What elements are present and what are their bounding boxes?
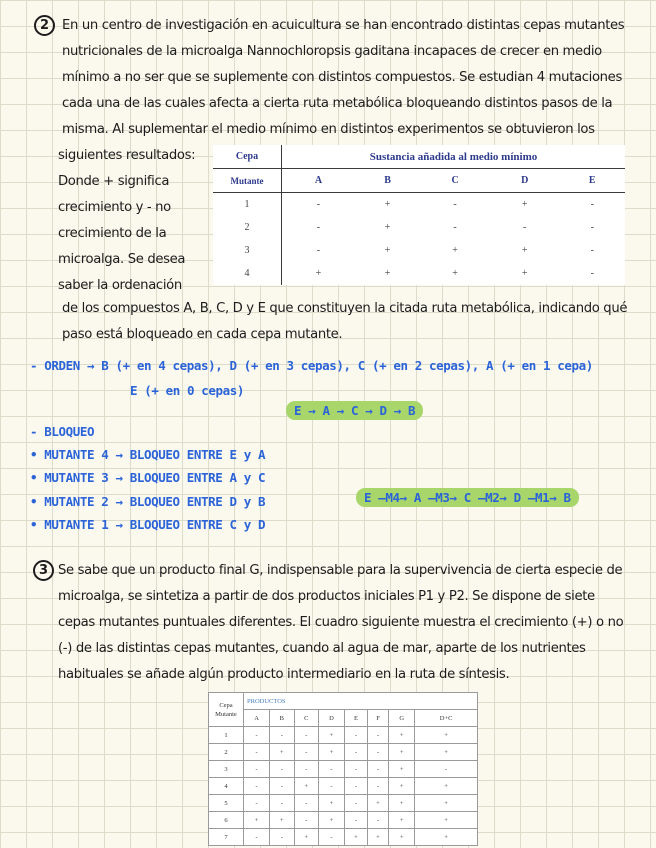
note-mutant-3: • MUTANTE 3 → BLOQUEO ENTRE A y C [30, 470, 266, 485]
q2-line-5: misma. Al suplementar el medio mínimo en distintos experimentos se obtuvieron los [62, 122, 595, 137]
q2-table-cepa-header: Cepa [213, 145, 282, 169]
q3-table-col-header: F [367, 710, 388, 727]
table-cell: - [318, 829, 344, 846]
table-cell: - [270, 795, 294, 812]
table-cell: + [452, 245, 458, 256]
table-cell: + [415, 795, 478, 812]
q2-table-col-header: A [314, 175, 323, 186]
note-mutant-2: • MUTANTE 2 → BLOQUEO ENTRE D y B [30, 494, 266, 509]
q3-table-col-header: A [244, 710, 270, 727]
q3-table-cepa-label: Cepa [219, 701, 233, 709]
table-cell: + [318, 812, 344, 829]
q2-left-line-4: crecimiento de la [58, 226, 167, 241]
table-cell: - [294, 795, 318, 812]
q3-line-2: microalga, se sintetiza a partir de dos productos iniciales P1 y P2. Se dispone de siete [58, 589, 595, 604]
table-cell: + [345, 829, 368, 846]
note-bloqueo-heading: - BLOQUEO [30, 424, 95, 439]
table-cell: 3 [209, 761, 244, 778]
table-row [209, 795, 478, 812]
question-number-2: 2 [34, 15, 55, 36]
q3-table-col-header: G [389, 710, 415, 727]
q3-table-col-header: E [345, 710, 368, 727]
table-cell: - [590, 222, 594, 233]
table-cell: - [294, 727, 318, 744]
table-cell: 1 [213, 193, 282, 217]
table-cell: + [318, 795, 344, 812]
q3-line-1: Se sabe que un producto final G, indispensable para la supervivencia de cierta especie de [58, 563, 623, 578]
table-cell: + [367, 829, 388, 846]
q3-table-col-header: D+C [415, 710, 478, 727]
table-cell: + [415, 727, 478, 744]
table-cell: - [345, 727, 368, 744]
table-cell: + [415, 744, 478, 761]
q2-left-line-2: Donde + significa [58, 174, 170, 189]
table-cell: 7 [209, 829, 244, 846]
table-cell: - [345, 778, 368, 795]
table-cell: + [384, 222, 391, 233]
table-cell: - [345, 795, 368, 812]
table-cell: + [270, 744, 294, 761]
table-cell: - [590, 245, 594, 256]
q2-table-col-header: B [384, 175, 391, 186]
q2-after-line-1: de los compuestos A, B, C, D y E que constituyen la citada ruta metabólica, indicando qué [62, 301, 628, 316]
table-row [209, 812, 478, 829]
table-cell: - [244, 829, 270, 846]
note-mutant-4: • MUTANTE 4 → BLOQUEO ENTRE E y A [30, 447, 266, 462]
q3-line-5: habituales se añade algún producto intermediario en la ruta de síntesis. [58, 667, 510, 682]
table-cell: 2 [213, 216, 282, 239]
table-cell: - [244, 795, 270, 812]
table-cell: - [367, 812, 388, 829]
table-cell: + [389, 778, 415, 795]
table-cell: - [345, 744, 368, 761]
table-cell: - [590, 268, 594, 279]
note-mutant-1: • MUTANTE 1 → BLOQUEO ENTRE C y D [30, 517, 266, 532]
table-cell: - [270, 778, 294, 795]
q2-table-col-header: E [588, 175, 596, 186]
table-cell: + [389, 744, 415, 761]
table-cell: - [244, 778, 270, 795]
table-cell: 2 [209, 744, 244, 761]
note-pathway-with-mutants: E —M4→ A —M3→ C —M2→ D —M1→ B [356, 488, 579, 507]
table-cell: + [384, 245, 391, 256]
table-cell: - [453, 199, 457, 210]
table-row [213, 216, 625, 239]
q3-line-4: (-) de las distintas cepas mutantes, cuando al agua de mar, aparte de los nutrientes [58, 641, 586, 656]
table-cell: - [367, 778, 388, 795]
table-cell: - [318, 761, 344, 778]
q3-line-3: cepas mutantes puntuales diferentes. El cuadro siguiente muestra el crecimiento (+) o no [58, 615, 624, 630]
q2-left-line-6: saber la ordenación [58, 278, 182, 293]
q3-results-table [208, 692, 478, 846]
table-row [209, 744, 478, 761]
table-cell: - [244, 744, 270, 761]
table-cell: + [244, 812, 270, 829]
table-cell: - [270, 761, 294, 778]
q3-table-cepa-header [209, 693, 244, 727]
q2-table-col-header: C [451, 175, 459, 186]
table-cell: + [415, 778, 478, 795]
table-cell: - [523, 222, 527, 233]
q2-left-line-5: microalga. Se desea [58, 252, 186, 267]
table-cell: + [389, 727, 415, 744]
table-row [209, 778, 478, 795]
question-number-3: 3 [33, 560, 54, 581]
q2-line-3: mínimo a no ser que se suplemente con distintos compuestos. Se estudian 4 mutaciones [62, 70, 622, 85]
table-cell: - [367, 727, 388, 744]
q2-line-2: nutricionales de la microalga Nannochloropsis gaditana incapaces de crecer en medio [62, 44, 602, 59]
table-cell: - [294, 761, 318, 778]
table-cell: - [318, 778, 344, 795]
table-cell: - [316, 222, 321, 233]
table-cell: + [384, 199, 391, 210]
table-cell: - [270, 727, 294, 744]
table-cell: + [415, 812, 478, 829]
table-cell: + [367, 795, 388, 812]
q3-table-mutante-label: Mutante [215, 710, 237, 718]
q2-after-line-2: paso está bloqueado en cada cepa mutante. [62, 327, 343, 342]
table-cell: - [244, 727, 270, 744]
table-cell: + [315, 268, 322, 279]
table-cell: + [318, 744, 344, 761]
table-cell: + [389, 812, 415, 829]
table-cell: - [345, 812, 368, 829]
table-cell: + [415, 829, 478, 846]
table-cell: - [590, 199, 594, 210]
q2-table-mutante-header: Mutante [213, 169, 282, 193]
q2-line-4: cada una de las cuales afecta a cierta ruta metabólica bloqueando distintos pasos de la [62, 96, 613, 111]
table-cell: + [521, 268, 528, 279]
q2-results-table [213, 145, 625, 285]
table-cell: 1 [209, 727, 244, 744]
note-orden-line-1: - ORDEN → B (+ en 4 cepas), D (+ en 3 cepas), C (+ en 2 cepas), A (+ en 1 cepa) [30, 358, 593, 373]
table-cell: - [316, 199, 321, 210]
table-cell: - [367, 761, 388, 778]
note-pathway-highlight: E → A → C → D → B [286, 401, 423, 420]
q2-left-line-3: crecimiento y - no [58, 200, 171, 215]
table-cell: - [294, 812, 318, 829]
q3-table-col-header: C [294, 710, 318, 727]
table-cell: + [318, 727, 344, 744]
table-cell: - [244, 761, 270, 778]
q3-table-title: PRODUCTOS [244, 693, 478, 710]
table-cell: + [452, 268, 458, 279]
table-cell: - [415, 761, 478, 778]
q2-table-col-header: D [521, 175, 529, 186]
table-cell: - [294, 744, 318, 761]
table-cell: + [521, 245, 528, 256]
table-cell: 3 [213, 239, 282, 262]
q3-table-col-header: D [318, 710, 344, 727]
table-row [209, 829, 478, 846]
table-cell: - [345, 761, 368, 778]
table-cell: + [389, 761, 415, 778]
table-cell: 6 [209, 812, 244, 829]
table-cell: - [453, 222, 457, 233]
table-cell: - [367, 744, 388, 761]
table-cell: - [270, 829, 294, 846]
q3-table-col-header: B [270, 710, 294, 727]
table-row [213, 262, 625, 285]
table-cell: 4 [209, 778, 244, 795]
table-cell: + [521, 199, 528, 210]
q2-table-title: Sustancia añadida al medio mínimo [369, 150, 538, 163]
q2-line-1: En un centro de investigación en acuicultura se han encontrado distintas cepas mutantes [62, 18, 625, 33]
table-cell: + [270, 812, 294, 829]
table-cell: - [316, 245, 321, 256]
table-cell: + [294, 778, 318, 795]
table-cell: 5 [209, 795, 244, 812]
table-row [209, 727, 478, 744]
q2-left-line-1: siguientes resultados: [58, 148, 196, 163]
table-cell: + [384, 268, 391, 279]
table-cell: + [389, 829, 415, 846]
table-row [213, 193, 625, 217]
note-orden-line-2: E (+ en 0 cepas) [130, 383, 245, 398]
table-row [213, 239, 625, 262]
table-row [209, 761, 478, 778]
table-cell: 4 [213, 262, 282, 285]
table-cell: + [389, 795, 415, 812]
table-cell: + [294, 829, 318, 846]
